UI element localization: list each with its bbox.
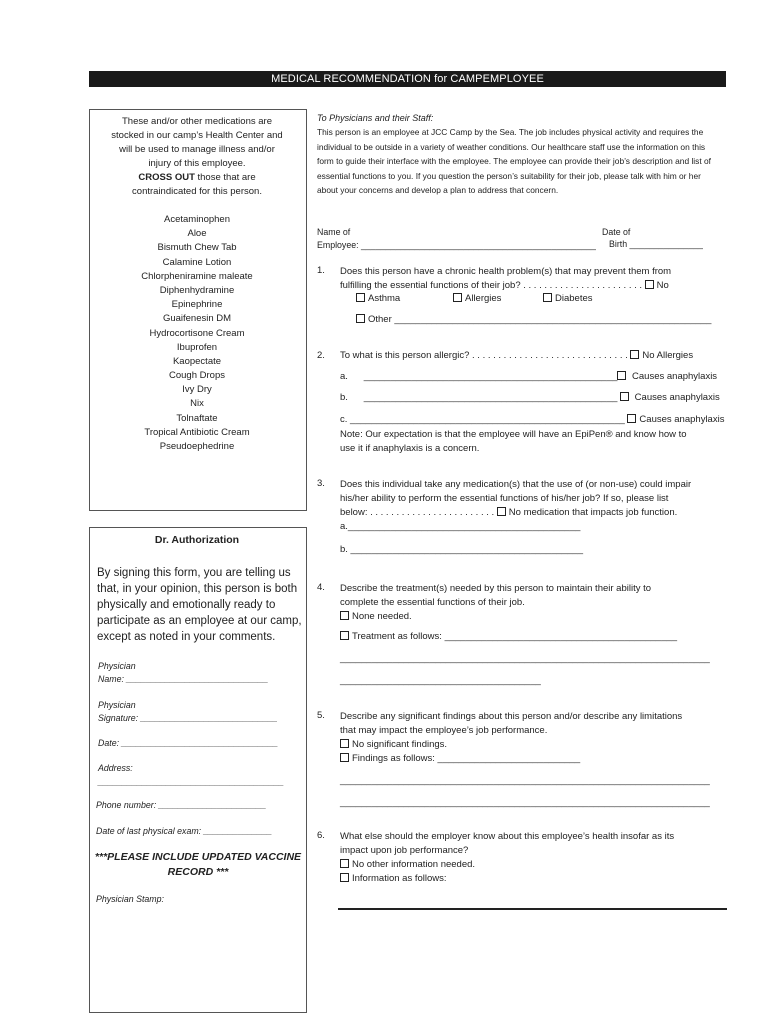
physician-name-label: Physician Name: _____________________________ — [98, 661, 269, 684]
cross-out-label: CROSS OUT — [138, 172, 195, 183]
no-significant-findings-checkbox[interactable] — [340, 739, 349, 748]
treatment-line[interactable]: ______________________________________ — [340, 675, 541, 686]
diabetes-checkbox[interactable] — [543, 293, 552, 302]
date-field[interactable]: ________________________________ — [121, 738, 279, 748]
list-item: Hydrocortisone Cream — [149, 327, 245, 339]
employee-name-label: Name of — [317, 227, 351, 237]
physicians-body: This person is an employee at JCC Camp by the Sea. The job includes physical activity and requires the individual to be outside in a variety of weather conditions. Our healthcare staff use the information on this form to guide their interface with the employee. The employee can provide their job’s description and list of essential functions to you. If you question the person’s suitability for their job, please talk with him or her about your concerns and develop a plan to address that concern. — [317, 127, 711, 195]
findings-field[interactable]: ___________________________ — [437, 753, 581, 764]
list-item: Calamine Lotion — [162, 256, 232, 268]
list-item: Pseudoephedrine — [159, 441, 235, 452]
asthma-checkbox[interactable] — [356, 293, 365, 302]
list-item: Epinephrine — [171, 299, 223, 311]
allergy-a-anaphylaxis-checkbox[interactable] — [617, 371, 626, 380]
q1-number: 1. — [317, 265, 325, 276]
medication-list — [96, 213, 298, 454]
q6-text: What else should the employer know about this employee’s health insofar as its impact upon job performance? No other information needed. Information as follows: — [340, 831, 675, 884]
last-physical-label: Date of last physical exam: — [96, 826, 202, 836]
physicians-heading: To Physicians and their Staff: — [317, 113, 434, 123]
q2-number: 2. — [317, 350, 325, 361]
findings-line[interactable]: ______________________________________________________________________ — [340, 775, 710, 786]
q6-number: 6. — [317, 830, 325, 841]
list-item: Cough Drops — [169, 370, 225, 382]
no-other-info-checkbox[interactable] — [340, 859, 349, 868]
list-item: Diphenhydramine — [159, 284, 235, 296]
medication-b-field[interactable]: b. ____________________________________________ — [340, 544, 584, 555]
q1-no-checkbox[interactable] — [645, 280, 654, 289]
list-item: Kaopectate — [172, 355, 222, 367]
physician-signature-field[interactable]: ____________________________ — [140, 712, 278, 723]
last-physical-field[interactable]: ______________ — [203, 826, 273, 836]
findings-checkbox[interactable] — [340, 753, 349, 762]
list-item: Guaifenesin DM — [162, 313, 232, 325]
allergy-b-field[interactable]: ________________________________________________ — [363, 392, 618, 403]
allergy-a-field[interactable]: ________________________________________________ — [363, 371, 618, 382]
vaccine-note: ***PLEASE INCLUDE UPDATED VACCINE RECORD *** — [94, 851, 302, 878]
phone-field[interactable]: ______________________ — [158, 800, 267, 810]
no-allergies-checkbox[interactable] — [630, 350, 639, 359]
address-field[interactable]: ______________________________________ — [98, 777, 284, 787]
address-label: Address: — [98, 763, 133, 773]
allergy-c-anaphylaxis-checkbox[interactable] — [627, 414, 636, 423]
physician-stamp-label: Physician Stamp: — [96, 894, 164, 904]
allergy-c-field[interactable]: ____________________________________________________ — [350, 414, 625, 425]
bottom-divider — [338, 908, 727, 910]
physician-signature-label: Physician Signature: ____________________________ — [98, 700, 278, 723]
q5-text: Describe any significant findings about this person and/or describe any limitations that may impact the employee’s job performance. No significant findings. Findings as follows: ___________________________ — [340, 711, 683, 764]
allergies-checkbox[interactable] — [453, 293, 462, 302]
treatment-checkbox[interactable] — [340, 631, 349, 640]
list-item: Ibuprofen — [176, 341, 218, 353]
q4-text: Describe the treatment(s) needed by this person to maintain their ability to complete the essential functions of their job. None needed. — [340, 583, 652, 622]
q5-number: 5. — [317, 710, 325, 721]
phone-label: Phone number: — [96, 800, 157, 810]
q4-number: 4. — [317, 582, 325, 593]
medication-intro: These and/or other medications are stocked in our camp’s Health Center and will be used to manage illness and/or injury of this employee. CROSS OUT those that are contraindicated for this person. — [111, 116, 283, 197]
physician-name-field[interactable]: _____________________________ — [126, 673, 269, 684]
medication-a-field[interactable]: a.____________________________________________ — [340, 521, 581, 532]
q1-text: Does this person have a chronic health problem(s) that may prevent them from fulfilling the essential functions of their job? . . . . . . . . . . . . . . . . . . . . . . . No — [340, 266, 672, 291]
list-item: Bismuth Chew Tab — [157, 242, 237, 254]
q3-number: 3. — [317, 478, 325, 489]
q3-text: Does this individual take any medication(s) that the use of (or non-use) could impair his/her ability to perform the essential functions of his/her job? If so, please list below: . . . . . . . . . . . . . . . . . . . . . . . . No medication that impacts job function. a.____________________________________________ — [340, 479, 692, 532]
dob-field[interactable]: _______________ — [629, 239, 703, 249]
list-item: Ivy Dry — [182, 384, 212, 396]
q2-text: To what is this person allergic? . . . . . . . . . . . . . . . . . . . . . . . . . . . . . . — [340, 350, 628, 361]
form-title: MEDICAL RECOMMENDATION for CAMPEMPLOYEE — [89, 71, 726, 87]
findings-line[interactable]: ______________________________________________________________________ — [340, 797, 710, 808]
list-item: Tropical Antibiotic Cream — [144, 426, 250, 438]
date-label: Date: — [98, 738, 120, 748]
list-item: Nix — [190, 398, 204, 410]
none-needed-checkbox[interactable] — [340, 611, 349, 620]
authorization-text: By signing this form, you are telling us that, in your opinion, this person is both physically and emotionally ready to participate as an employee at our camp, except as noted in your comments. — [97, 567, 302, 643]
allergy-b-anaphylaxis-checkbox[interactable] — [620, 392, 629, 401]
employee-name-field[interactable]: ________________________________________________ — [361, 239, 596, 250]
epipen-note: Note: Our expectation is that the employee will have an EpiPen® and know how to use it if anaphylaxis is a concern. — [340, 429, 687, 454]
treatment-field[interactable]: ____________________________________________ — [444, 631, 678, 642]
treatment-line[interactable]: ______________________________________________________________________ — [340, 653, 710, 664]
list-item: Acetaminophen — [163, 214, 231, 225]
info-follows-checkbox[interactable] — [340, 873, 349, 882]
list-item: Aloe — [187, 228, 207, 240]
list-item: Chlorpheniramine maleate — [141, 270, 253, 282]
other-field[interactable]: ____________________________________________________________ — [394, 314, 712, 325]
no-medication-checkbox[interactable] — [497, 507, 506, 516]
authorization-title: Dr. Authorization — [154, 534, 240, 546]
dob-label: Date of — [602, 227, 631, 237]
list-item: Tolnaftate — [176, 412, 218, 424]
other-checkbox[interactable] — [356, 314, 365, 323]
